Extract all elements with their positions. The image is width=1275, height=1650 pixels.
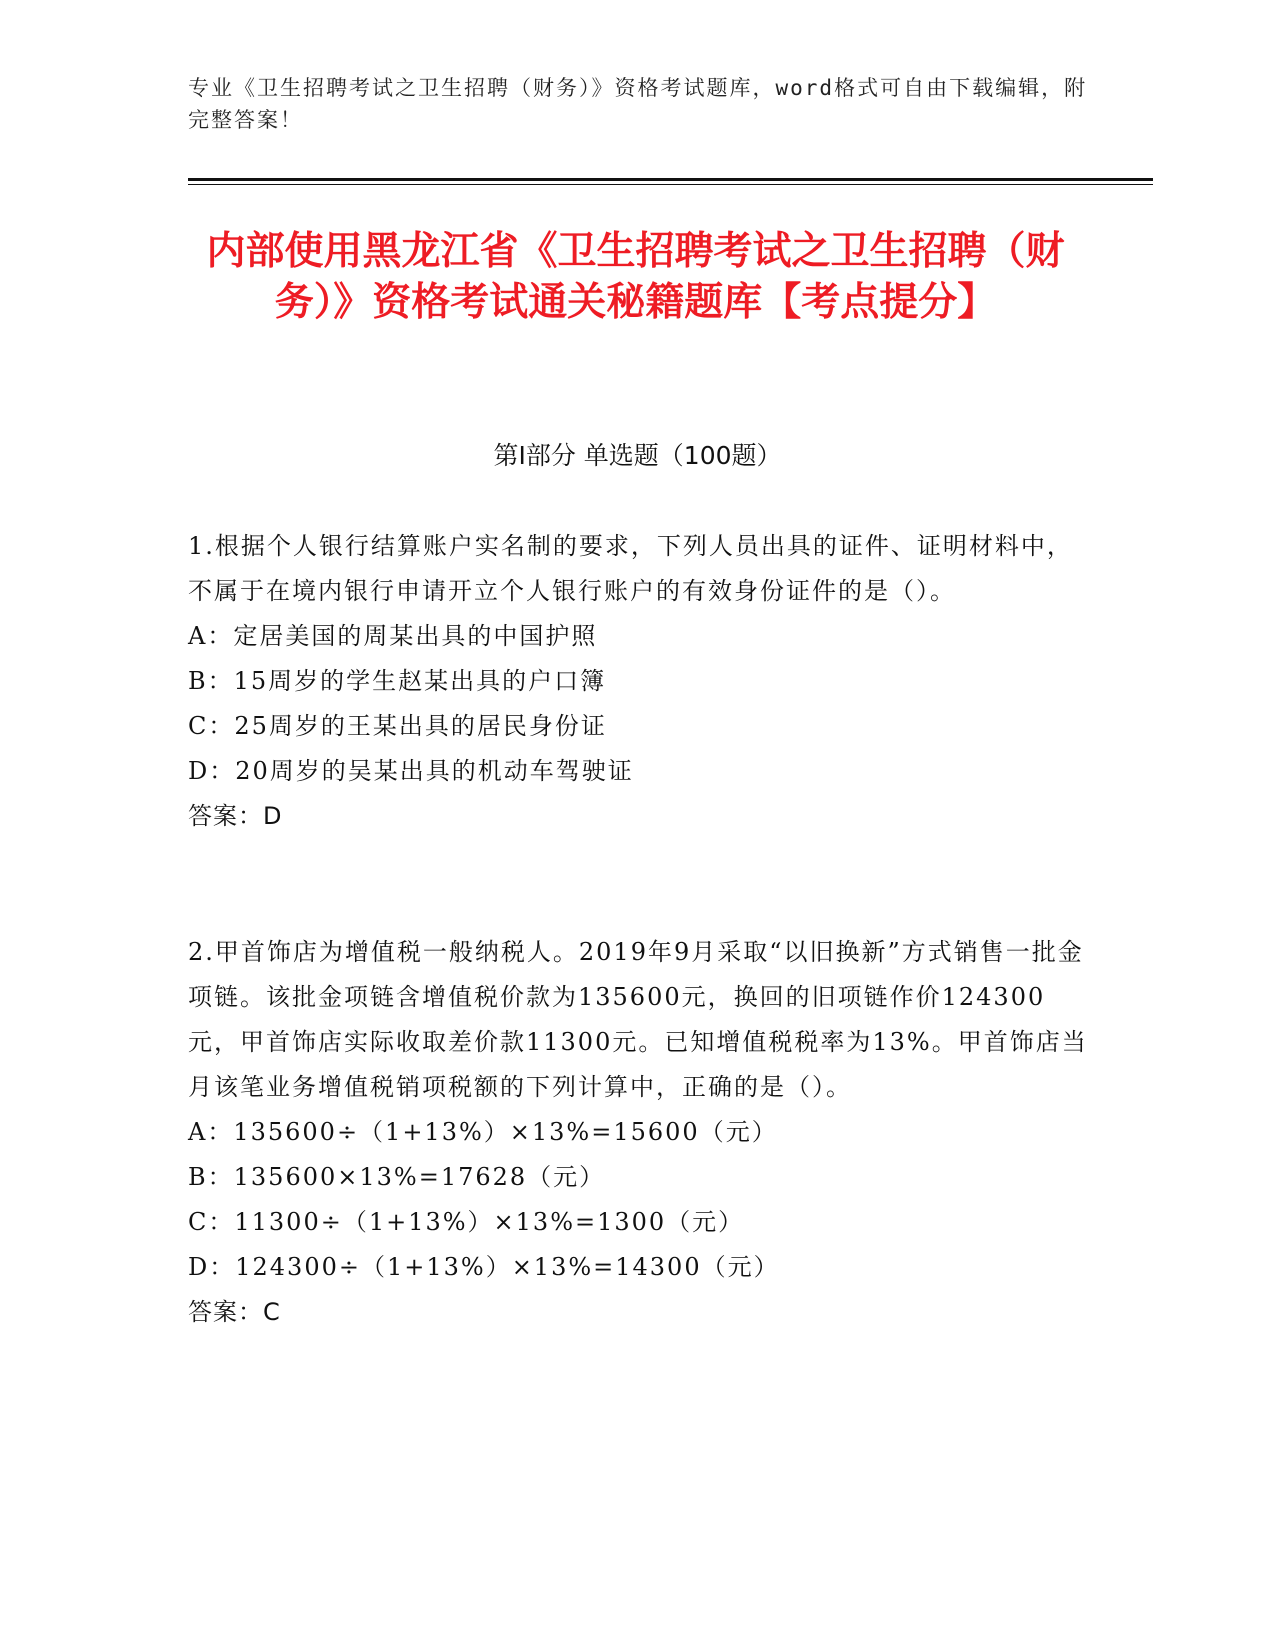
question-2: [188, 930, 1088, 1335]
option-d: D：20周岁的吴某出具的机动车驾驶证: [188, 757, 634, 785]
option-c: C：11300÷（1+13%）×13%=1300（元）: [188, 1208, 745, 1236]
option-a: A：定居美国的周某出具的中国护照: [188, 622, 598, 650]
answer-label: 答案：C: [188, 1298, 281, 1326]
option-b: B：135600×13%=17628（元）: [188, 1163, 606, 1191]
option-a: A：135600÷（1+13%）×13%=15600（元）: [188, 1118, 778, 1146]
option-d: D：124300÷（1+13%）×13%=14300（元）: [188, 1253, 780, 1281]
option-c: C：25周岁的王某出具的居民身份证: [188, 712, 607, 740]
header-rule-thick: [188, 178, 1153, 181]
answer-label: 答案：D: [188, 802, 283, 830]
section-heading: 第I部分 单选题（100题）: [493, 441, 782, 470]
option-b: B：15周岁的学生赵某出具的户口簿: [188, 667, 607, 695]
question-stem: 2.甲首饰店为增值税一般纳税人。2019年9月采取“以旧换新”方式销售一批金项链。该批金项链含增值税价款为135600元，换回的旧项链作价124300元，甲首饰店实际收取差价款11300元。已知增值税税率为13%。甲首饰店当月该笔业务增值税销项税额的下列计算中，正确的是（）。: [188, 938, 1088, 1101]
header-note: 专业《卫生招聘考试之卫生招聘（财务）》资格考试题库，word格式可自由下载编辑，附完整答案！: [188, 76, 1088, 132]
header-rule-thin: [188, 184, 1153, 185]
question-1: [188, 524, 1088, 839]
question-stem: 1.根据个人银行结算账户实名制的要求，下列人员出具的证件、证明材料中，不属于在境内银行申请开立个人银行账户的有效身份证件的是（）。: [188, 532, 1073, 605]
document-title: 内部使用黑龙江省《卫生招聘考试之卫生招聘（财务）》资格考试通关秘籍题库【考点提分】: [206, 229, 1065, 325]
